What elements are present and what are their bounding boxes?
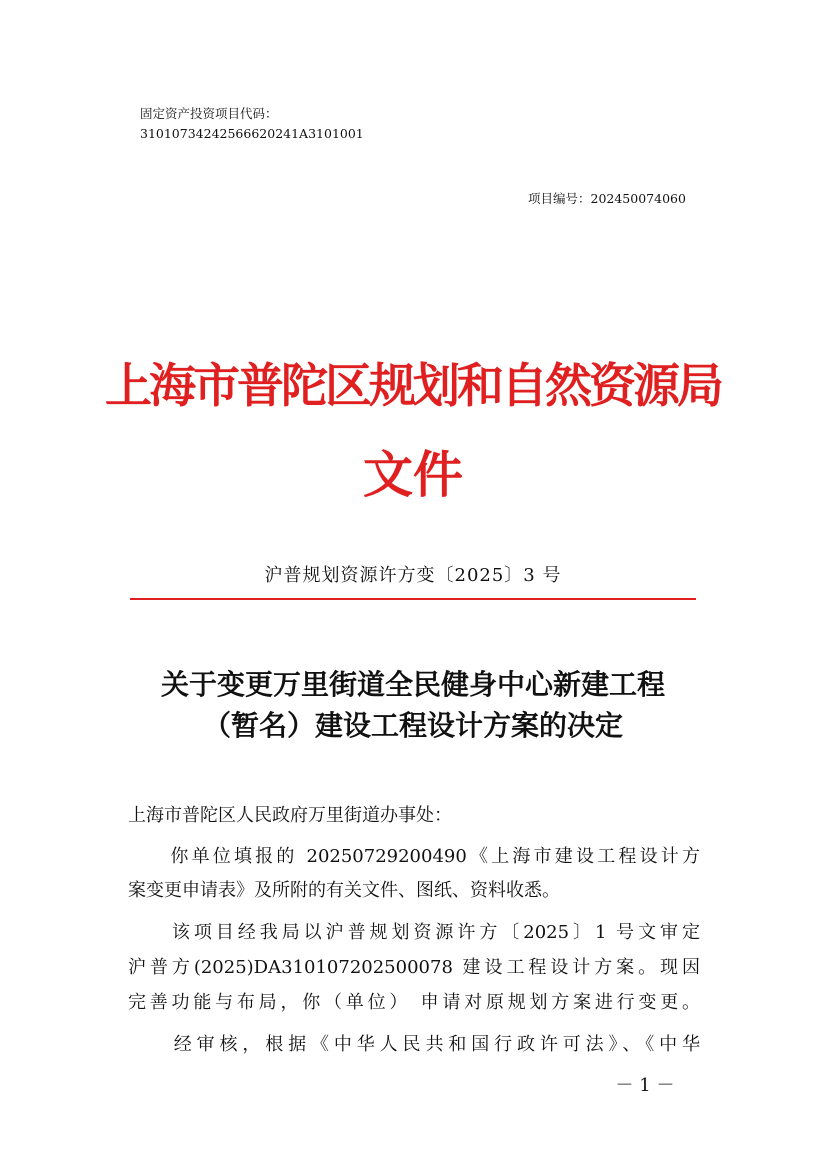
paragraph-2-line: 完善功能与布局，你（单位） 申请对原规划方案进行变更。: [128, 992, 700, 1013]
issuer-name: 上海市普陀区规划和自然资源局: [105, 359, 721, 414]
document-title-line-1: 关于变更万里街道全民健身中心新建工程: [160, 668, 665, 701]
document-number: 沪普规划资源许方变〔2025〕3 号: [264, 565, 562, 586]
page-number: － 1 －: [615, 1075, 675, 1096]
red-divider-line: [130, 598, 696, 600]
paragraph-1-line: 你单位填报的 20250729200490《上海市建设工程设计方: [128, 846, 700, 867]
investment-code-label: 固定资产投资项目代码：: [140, 106, 278, 121]
salutation: 上海市普陀区人民政府万里街道办事处：: [128, 805, 452, 826]
paragraph-2-line: 沪普方(2025)DA310107202500078 建设工程设计方案。现因: [128, 957, 700, 978]
issuer-document-label: 文件: [363, 446, 463, 504]
paragraph-2-line: 该项目经我局以沪普规划资源许方〔2025〕1 号文审定: [128, 922, 700, 943]
paragraph-3-line: 经审核，根据《中华人民共和国行政许可法》、《中华: [128, 1034, 700, 1055]
document-title-line-2: （暂名）建设工程设计方案的决定: [202, 709, 623, 742]
paragraph-1-line: 案变更申请表》及所附的有关文件、图纸、资料收悉。: [128, 880, 560, 901]
investment-code-value: 31010734242566620241A3101001: [140, 126, 364, 141]
project-number: 项目编号：202450074060: [528, 191, 686, 206]
